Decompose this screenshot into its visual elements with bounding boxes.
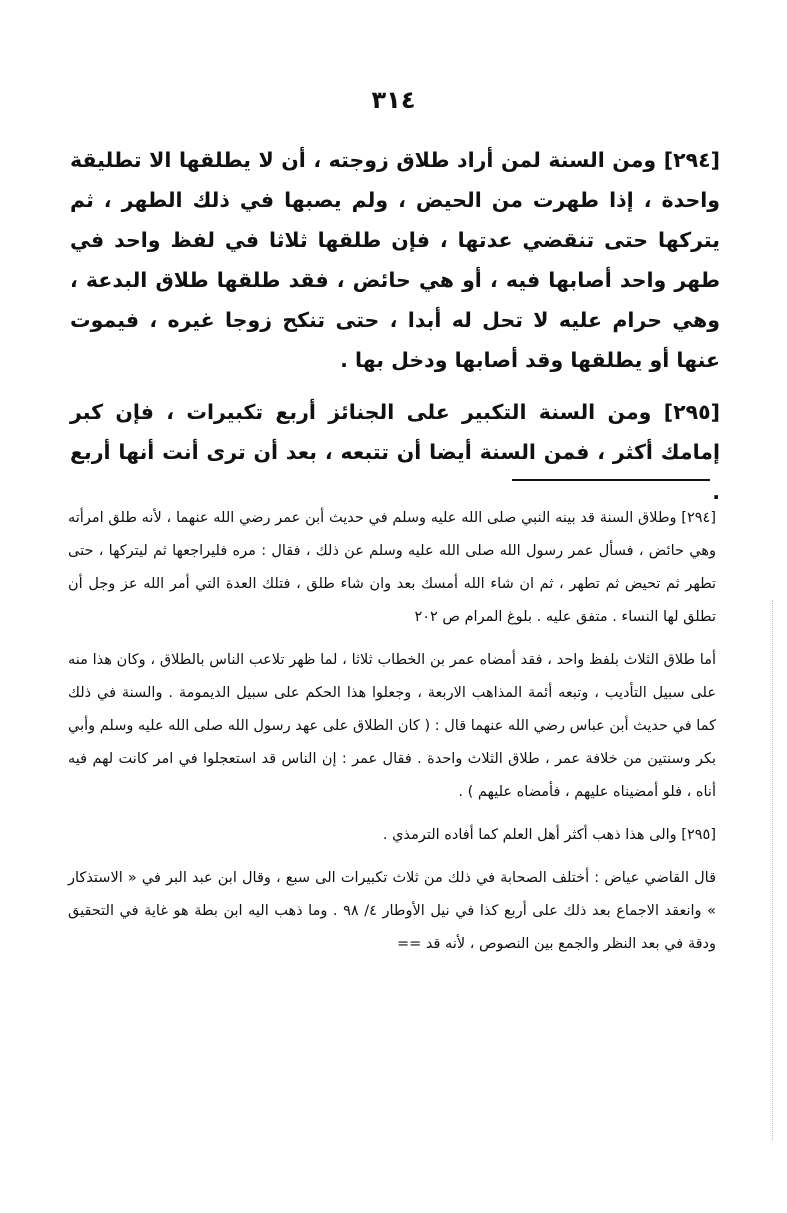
footnote-294: [٢٩٤] وطلاق السنة قد بينه النبي صلى الله عليه وسلم في حديث أبن عمر رضي الله عنهما ، لأنه طلق امرأته وهي حائض ، فسأل عمر رسول الله صلى الله عليه وسلم عن ذلك ، فقال : مره فليراجعها ثم ليتركها ، حتى تطهر ثم تحيض ثم تطهر ، ثم ان شاء الله أمسك بعد وان شاء طلق ، فتلك العدة التي أمر الله عز وجل أن تطلق لها النساء . متفق عليه . بلوغ المرام ص ٢٠٢: [68, 510, 716, 625]
main-paragraph-295: [٢٩٥] ومن السنة التكبير على الجنائز أربع تكبيرات ، فإن كبر إمامك أكثر ، فمن السنة أيضا أن تتبعه ، بعد أن ترى أنت أنها أربع .: [70, 400, 720, 504]
scan-edge-line: [772, 600, 773, 1140]
footnote-294-continued: أما طلاق الثلاث بلفظ واحد ، فقد أمضاه عمر بن الخطاب ثلاثا ، لما ظهر تلاعب الناس بالطلاق ، وكان هذا منه على سبيل التأديب ، وتبعه أئمة المذاهب الاربعة ، وجعلوا هذا الحكم على سبيل الديمومة . والسنة في ذلك كما في حديث أبن عباس رضي الله عنهما قال : ( كان الطلاق على عهد رسول الله صلى الله عليه وسلم وأبي بكر وسنتين من خلافة عمر ، طلاق الثلاث واحدة . فقال عمر : إن الناس قد استعجلوا في امر كانت لهم فيه أناه ، فلو أمضيناه عليهم ، فأمضاه عليهم ) .: [68, 652, 716, 800]
main-text: [70, 140, 720, 524]
page-number: ٣١٤: [371, 86, 416, 114]
footnotes: [68, 502, 716, 971]
main-paragraph-294: [٢٩٤] ومن السنة لمن أراد طلاق زوجته ، أن لا يطلقها الا تطليقة واحدة ، إذا طهرت من الحيض ، ولم يصبها في ذلك الطهر ، ثم يتركها حتى تنقضي عدتها ، فإن طلقها ثلاثا في لفظ واحد في طهر واحد أصابها فيه ، أو هي حائض ، فقد طلقها طلاق البدعة ، وهي حرام عليه لا تحل له أبدا ، حتى تنكح زوجا غيره ، فيموت عنها أو يطلقها وقد أصابها ودخل بها .: [70, 148, 720, 372]
footnote-295: [٢٩٥] والى هذا ذهب أكثر أهل العلم كما أفاده الترمذي .: [382, 827, 716, 843]
footnote-295-continued: قال القاضي عياض : أختلف الصحابة في ذلك من ثلاث تكبيرات الى سبع ، وقال ابن عبد البر في « الاستذكار » وانعقد الاجماع بعد ذلك على أربع كذا في نيل الأوطار ٤/ ٩٨ . وما ذهب اليه ابن بطة هو غاية في التحقيق ودقة في بعد النظر والجمع بين النصوص ، لأنه قد ==: [68, 870, 716, 952]
footnote-separator: [512, 479, 710, 481]
